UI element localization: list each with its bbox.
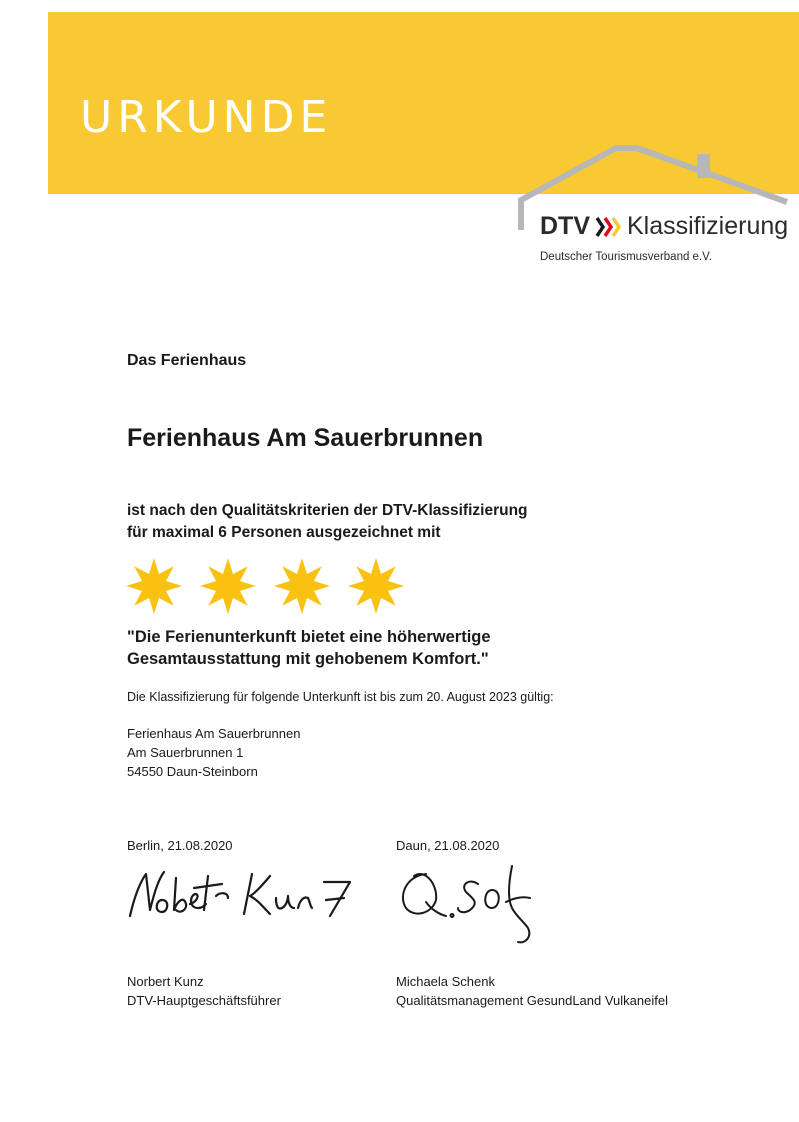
quote-line: Gesamtausstattung mit gehobenem Komfort." xyxy=(127,650,489,668)
signature-michaela-schenk xyxy=(396,856,556,952)
certificate-title: URKUNDE xyxy=(80,92,333,143)
signer-name: Norbert Kunz xyxy=(127,974,204,989)
rating-quote xyxy=(127,626,491,670)
chevrons-icon xyxy=(595,216,623,238)
property-type-label: Das Ferienhaus xyxy=(127,352,247,369)
signer-name: Michaela Schenk xyxy=(396,974,495,989)
quote-line: "Die Ferienunterkunft bietet eine höherwertige xyxy=(127,628,491,646)
place-date-right: Daun, 21.08.2020 xyxy=(396,838,500,853)
signature-norbert-kunz xyxy=(124,858,364,928)
criteria-text xyxy=(127,500,528,544)
signer-role: DTV-Hauptgeschäftsführer xyxy=(127,993,281,1008)
star-rating xyxy=(124,556,424,616)
logo-product: Klassifizierung xyxy=(627,212,789,240)
place-date-left: Berlin, 21.08.2020 xyxy=(127,838,233,853)
property-name: Ferienhaus Am Sauerbrunnen xyxy=(127,424,484,452)
address-line: Am Sauerbrunnen 1 xyxy=(127,745,244,760)
star-icon xyxy=(348,558,404,614)
star-icon xyxy=(126,558,182,614)
signer-role: Qualitätsmanagement GesundLand Vulkaneifel xyxy=(396,993,668,1008)
dtv-logo xyxy=(540,214,790,263)
criteria-line: ist nach den Qualitätskriterien der DTV-Klassifizierung xyxy=(127,502,528,519)
logo-subtitle: Deutscher Tourismusverband e.V. xyxy=(540,251,712,263)
address-line: 54550 Daun-Steinborn xyxy=(127,764,258,779)
star-icon xyxy=(200,558,256,614)
signer-left xyxy=(127,972,281,1010)
criteria-line: für maximal 6 Personen ausgezeichnet mit xyxy=(127,524,441,541)
signer-right xyxy=(396,972,668,1010)
address-line: Ferienhaus Am Sauerbrunnen xyxy=(127,726,301,741)
logo-brand: DTV xyxy=(540,212,590,240)
property-address xyxy=(127,724,300,781)
validity-text: Die Klassifizierung für folgende Unterkunft ist bis zum 20. August 2023 gültig: xyxy=(127,690,554,704)
star-icon xyxy=(274,558,330,614)
